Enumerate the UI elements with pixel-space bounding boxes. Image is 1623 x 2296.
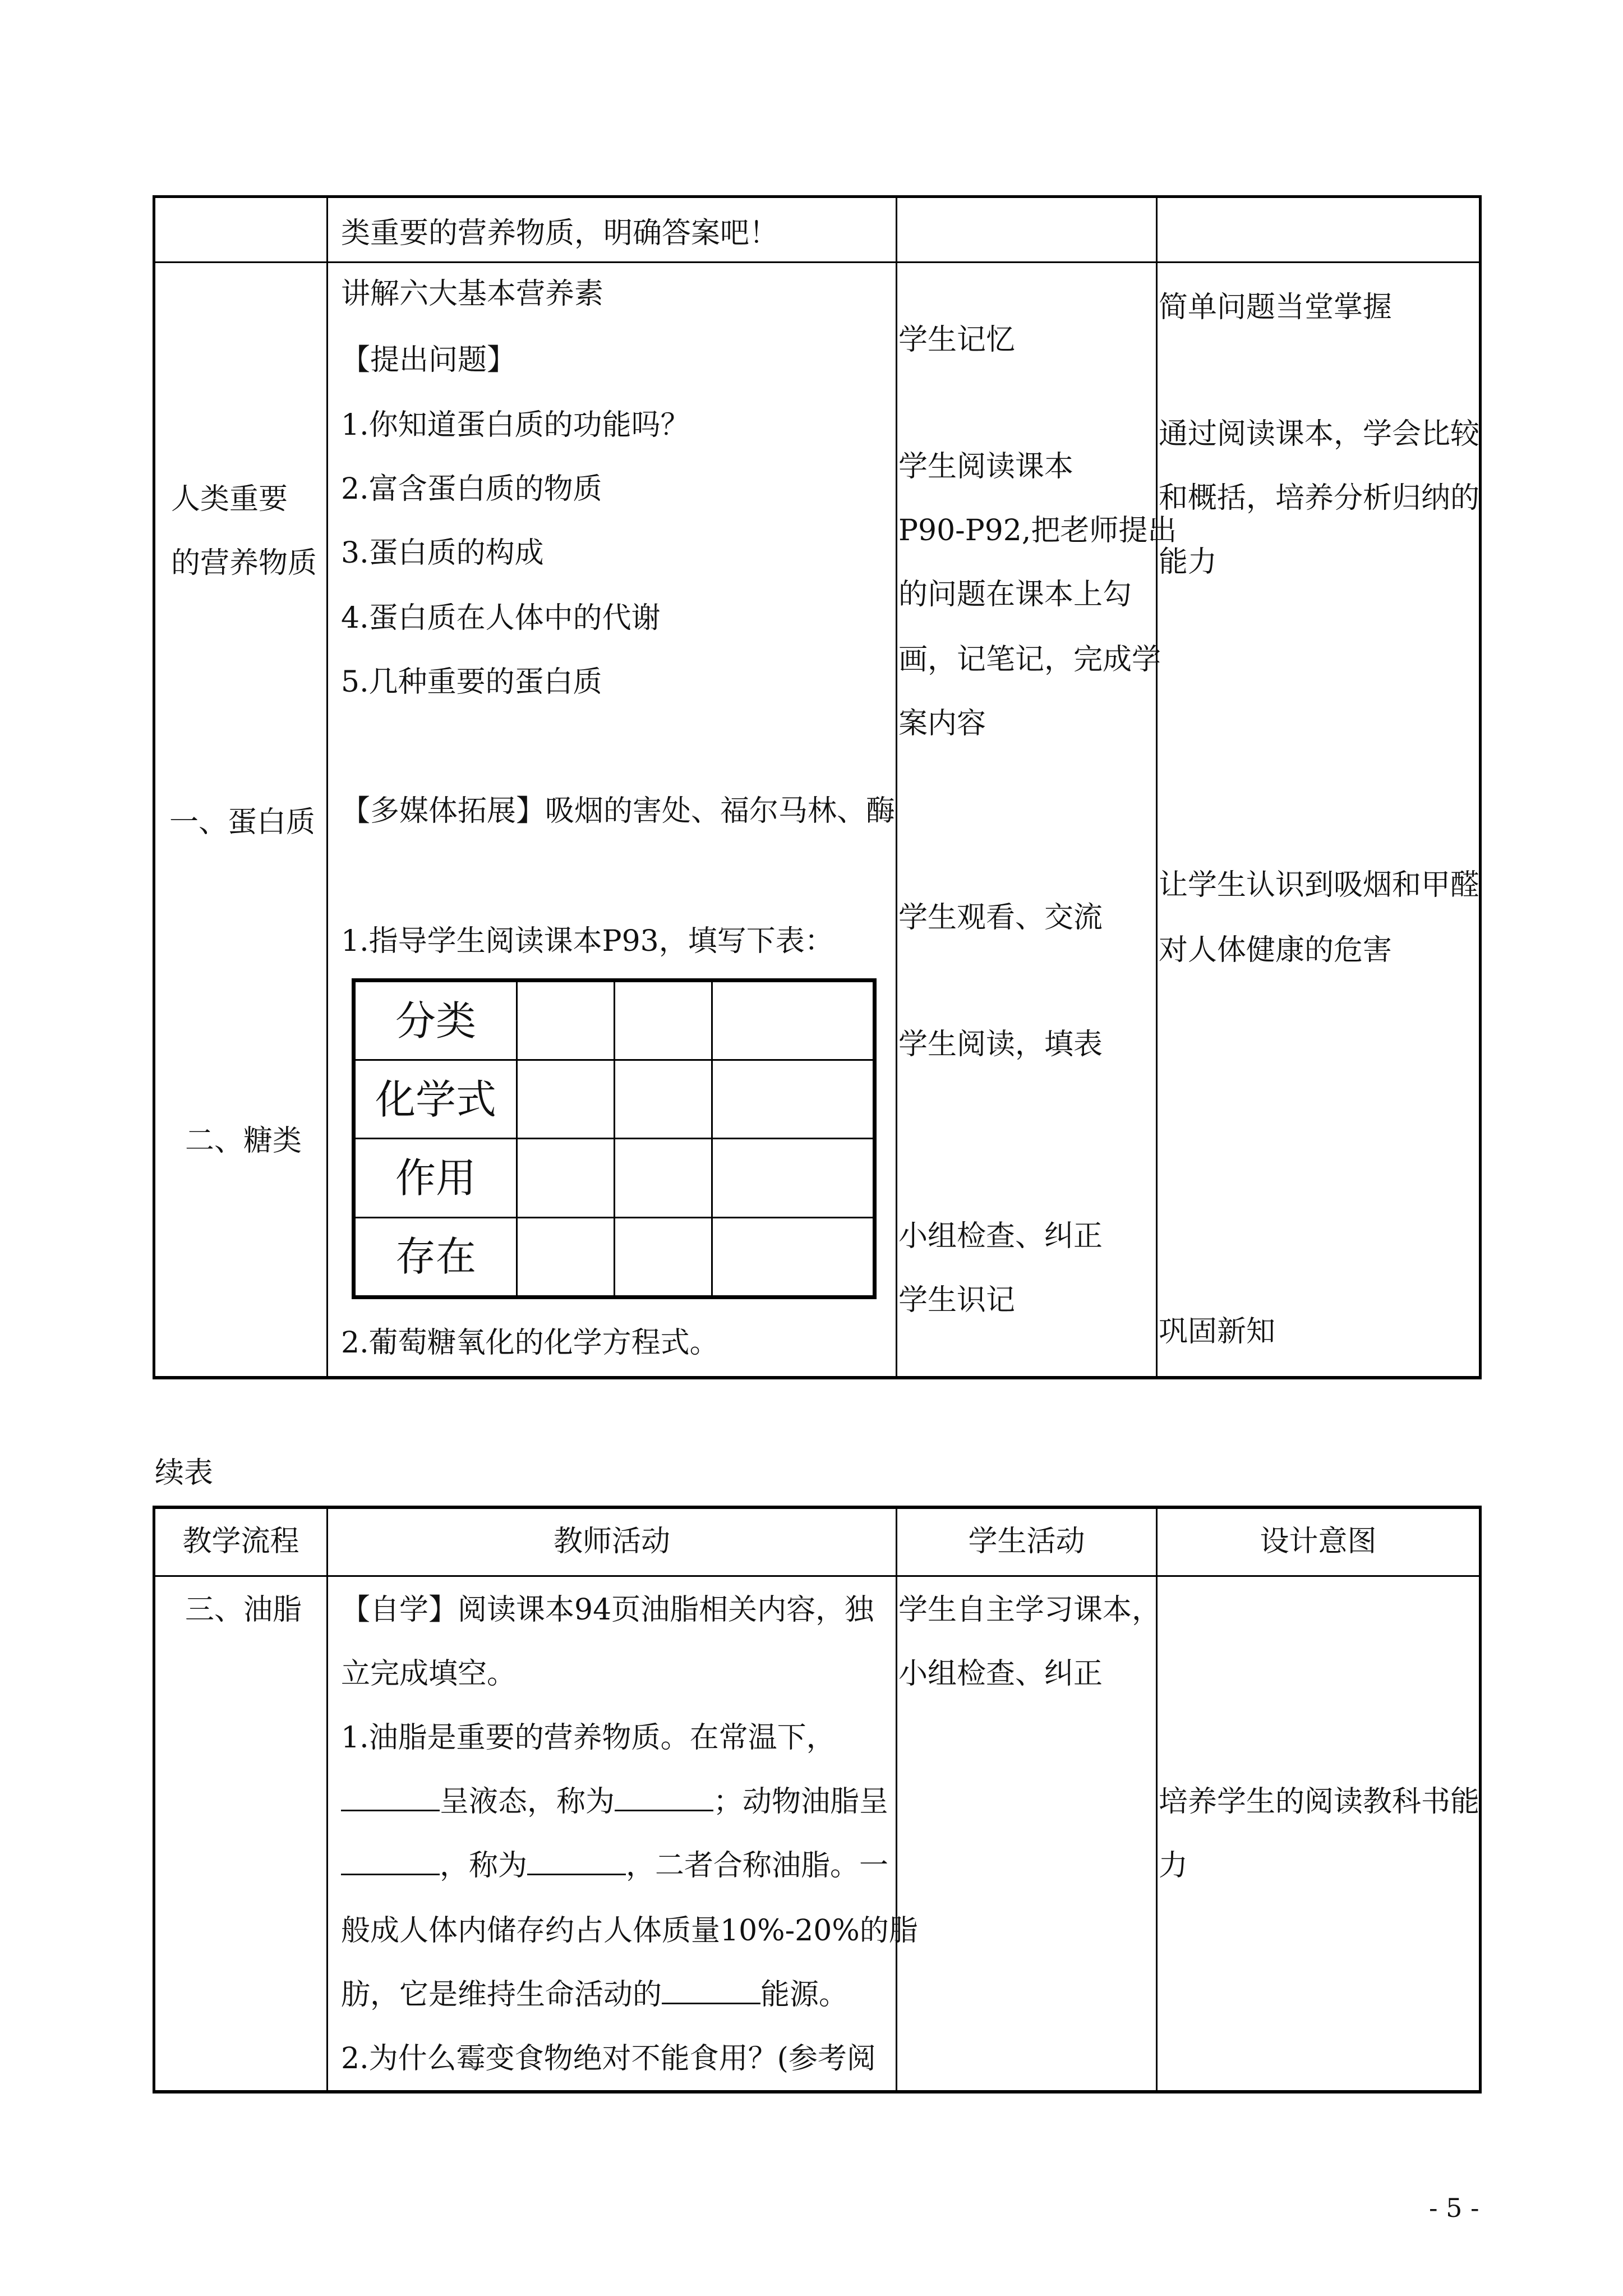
row-label: 分类: [354, 981, 517, 1060]
teacher-line: 般成人体内储存约占人体质量10%-20%的脂: [341, 1914, 918, 1948]
blank-cell: [712, 1060, 875, 1139]
flow-label-sugar: 二、糖类: [185, 1124, 302, 1158]
design-intent: 通过阅读课本，学会比较: [1159, 417, 1480, 451]
fill-blank: [341, 1842, 440, 1875]
student-activity: 学生自主学习课本，: [898, 1593, 1161, 1627]
teacher-line: 【自学】阅读课本94页油脂相关内容，独: [341, 1593, 874, 1627]
design-intent: 简单问题当堂掌握: [1159, 291, 1393, 324]
fill-blank: [615, 1778, 713, 1811]
teacher-line: 立完成填空。: [341, 1657, 517, 1691]
teacher-line-blanks: 肪，它是维持生命活动的 能源。: [341, 1962, 848, 2027]
blank-cell: [615, 1060, 712, 1139]
student-activity: 小组检查、纠正: [898, 1220, 1103, 1253]
teacher-line: 4.蛋白质在人体中的代谢: [341, 601, 661, 635]
student-activity: 画，记笔记，完成学: [898, 643, 1161, 677]
fill-in-table: [352, 978, 877, 1299]
teacher-activity-text: 类重要的营养物质，明确答案吧！: [341, 217, 779, 250]
teacher-line: 2.葡萄糖氧化的化学方程式。: [341, 1326, 719, 1360]
page-number: - 5 -: [1429, 2193, 1479, 2223]
teacher-line: 讲解六大基本营养素: [341, 277, 604, 311]
design-intent: 能力: [1159, 545, 1218, 579]
student-activity: 学生阅读课本: [898, 450, 1074, 484]
student-activity: 学生阅读，填表: [898, 1028, 1103, 1061]
continued-table-label: 续表: [155, 1456, 214, 1490]
teacher-line-blanks: ，称为 ，二者合称油脂。一: [341, 1833, 888, 1898]
blank-cell: [517, 1139, 615, 1217]
row-label: 存在: [354, 1217, 517, 1297]
blank-cell: [712, 1139, 875, 1217]
design-intent: 力: [1159, 1849, 1188, 1883]
teacher-line: 1.油脂是重要的营养物质。在常温下，: [341, 1721, 836, 1755]
flow-label-protein: 一、蛋白质: [169, 806, 316, 839]
teacher-line: 2.富含蛋白质的物质: [341, 472, 602, 506]
teacher-line: 【提出问题】: [341, 343, 517, 377]
flow-label-fat: 三、油脂: [185, 1593, 302, 1627]
teacher-line: 1.指导学生阅读课本P93，填写下表：: [341, 924, 834, 958]
student-activity: 学生识记: [898, 1283, 1016, 1317]
row-label: 化学式: [354, 1060, 517, 1139]
teacher-line: 3.蛋白质的构成: [341, 536, 544, 570]
fill-blank: [527, 1842, 626, 1875]
blank-cell: [517, 1060, 615, 1139]
fill-blank: [662, 1971, 760, 2004]
teacher-line-blanks: 呈液态，称为 ；动物油脂呈: [341, 1769, 888, 1834]
fill-blank: [341, 1778, 440, 1811]
design-intent: 和概括，培养分析归纳的: [1159, 481, 1480, 515]
blank-cell: [615, 1217, 712, 1297]
student-activity: 学生观看、交流: [898, 901, 1103, 935]
blank-cell: [712, 981, 875, 1060]
blank-cell: [712, 1217, 875, 1297]
blank-cell: [517, 1217, 615, 1297]
flow-label: 人类重要: [171, 482, 288, 516]
teacher-line: 2.为什么霉变食物绝对不能食用？(参考阅: [341, 2042, 876, 2076]
header-teacher-activity: 教师活动: [553, 1525, 670, 1558]
header-design-intent: 设计意图: [1260, 1525, 1377, 1558]
flow-label: 的营养物质: [171, 546, 317, 580]
student-activity: 学生记忆: [898, 323, 1016, 357]
student-activity: 案内容: [898, 707, 986, 740]
teacher-line: 5.几种重要的蛋白质: [341, 665, 602, 699]
blank-cell: [615, 1139, 712, 1217]
teacher-line: 【多媒体拓展】吸烟的害处、福尔马林、酶: [341, 794, 896, 828]
design-intent: 让学生认识到吸烟和甲醛: [1159, 868, 1480, 902]
header-student-activity: 学生活动: [968, 1525, 1085, 1558]
student-activity: P90-P92,把老师提出: [898, 514, 1177, 547]
teacher-line: 1.你知道蛋白质的功能吗？: [341, 408, 690, 442]
student-activity: 的问题在课本上勾: [898, 578, 1132, 611]
blank-cell: [517, 981, 615, 1060]
row-label: 作用: [354, 1139, 517, 1217]
design-intent: 对人体健康的危害: [1159, 933, 1393, 967]
header-teaching-flow: 教学流程: [182, 1525, 299, 1558]
design-intent: 培养学生的阅读教科书能: [1159, 1785, 1480, 1819]
design-intent: 巩固新知: [1159, 1315, 1276, 1349]
student-activity: 小组检查、纠正: [898, 1657, 1103, 1691]
blank-cell: [615, 981, 712, 1060]
